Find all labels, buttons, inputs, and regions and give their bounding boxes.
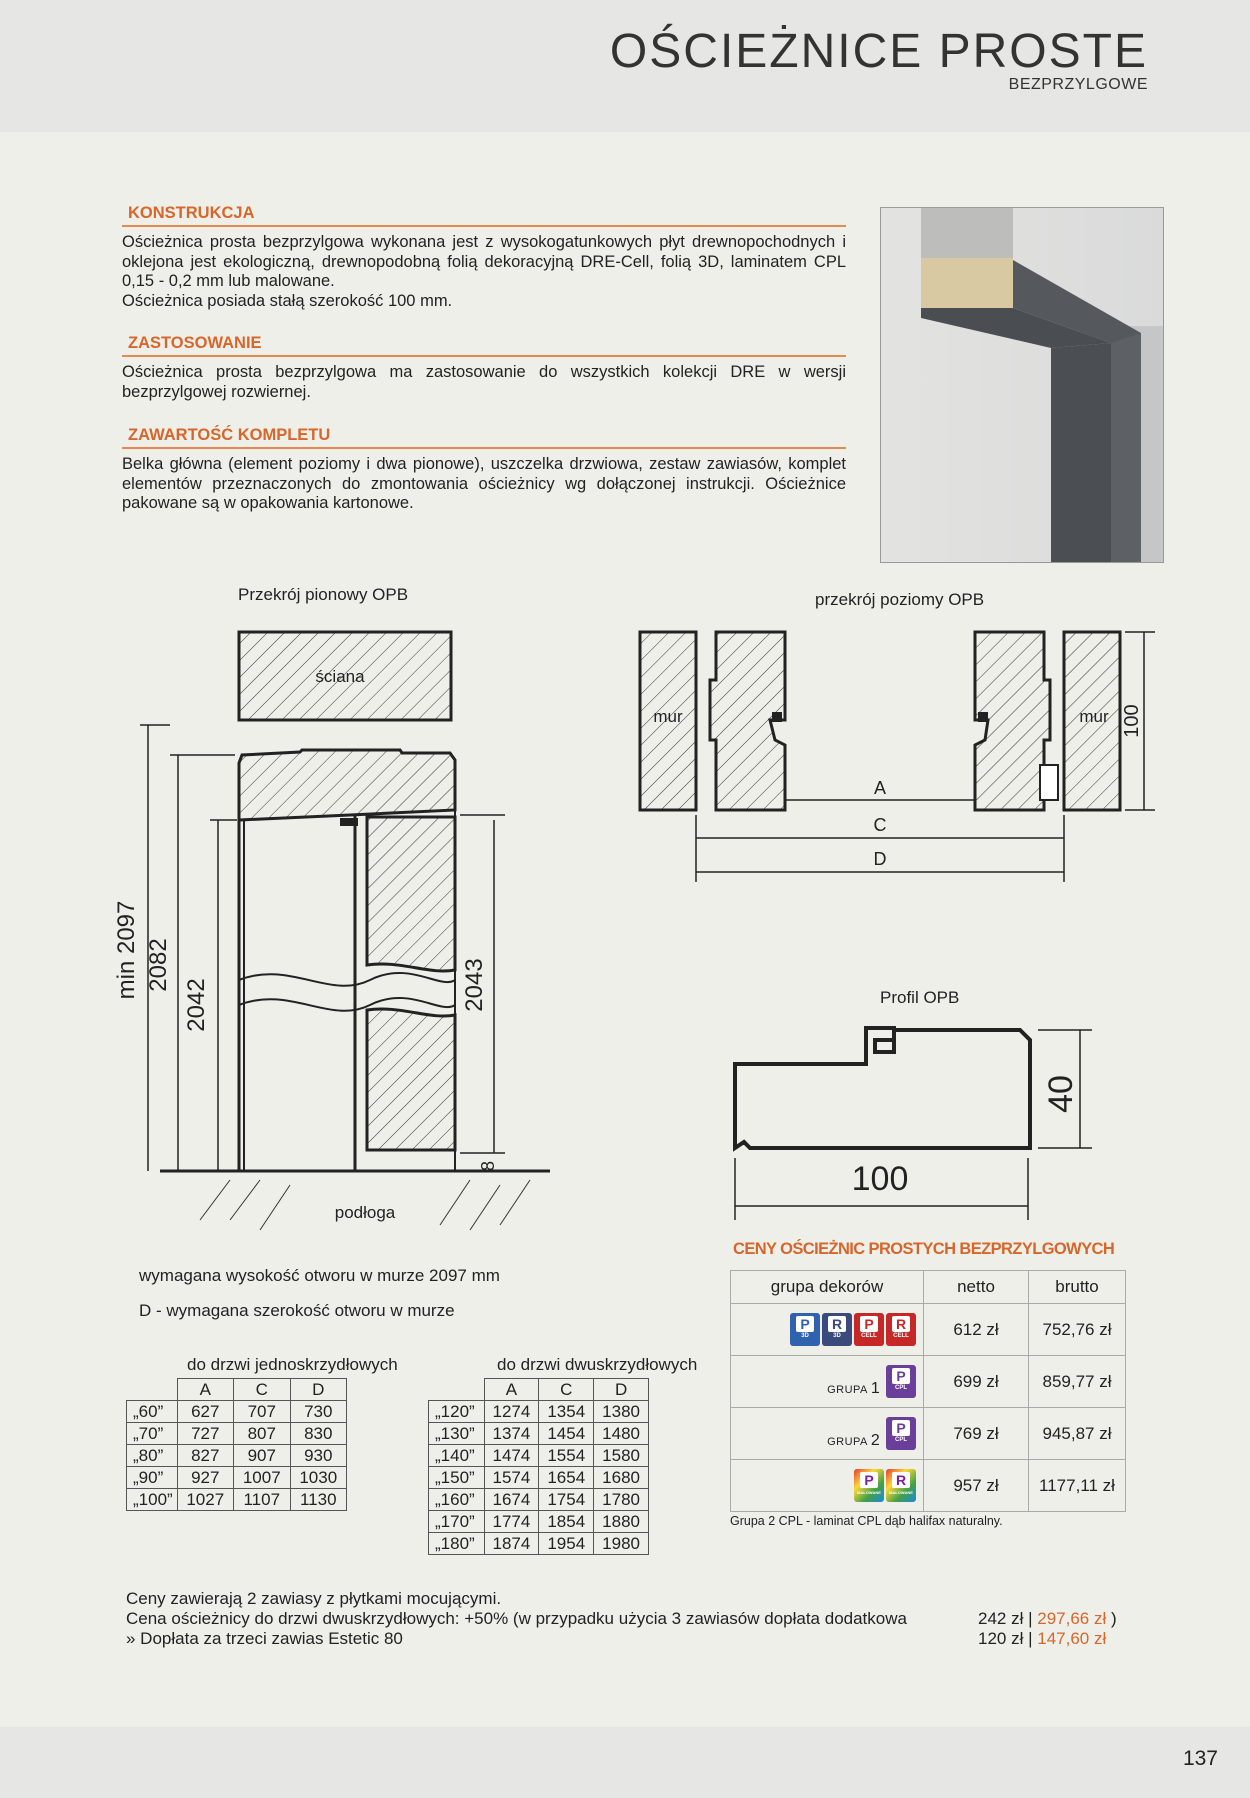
section-heading: ZASTOSOWANIE — [128, 334, 262, 352]
bottom-note-2: Cena ościeżnicy do drzwi dwuskrzydłowych: +50% (w przypadku użycia 3 zawiasów dopłata dodatkowa — [126, 1609, 907, 1628]
table-cell: 1107 — [234, 1489, 291, 1511]
table-row — [127, 1423, 347, 1445]
section-rule — [122, 447, 846, 449]
table-cell: 1774 — [484, 1511, 539, 1533]
section-text: Ościeżnica prosta bezprzylgowa ma zastosowanie do wszystkich kolekcji DRE w wersji bezprzylgowej rozwiernej. — [122, 363, 846, 401]
dim-100-profile: 100 — [851, 1160, 909, 1198]
dim-2043: 2043 — [461, 958, 488, 1012]
price-header-gross: brutto — [1029, 1271, 1126, 1304]
dim-2082: 2082 — [145, 938, 172, 992]
decor-painted — [731, 1460, 924, 1512]
table-header: D — [594, 1379, 649, 1401]
table-cell: 1754 — [539, 1489, 594, 1511]
decor-cpl-p-icon: P CPL — [886, 1365, 916, 1398]
profile-title: Profil OPB — [880, 988, 960, 1007]
single-table-caption: do drzwi jednoskrzydłowych — [187, 1355, 398, 1374]
table-cell: „140” — [429, 1445, 485, 1467]
table-cell: 1654 — [539, 1467, 594, 1489]
table-cell: 1454 — [539, 1423, 594, 1445]
price-gross: 859,77 zł — [1029, 1356, 1126, 1408]
price-row — [731, 1460, 1126, 1512]
table-row — [429, 1445, 649, 1467]
table-cell: 1380 — [594, 1401, 649, 1423]
decor-painted-p-icon: P MALOWANE — [854, 1469, 884, 1502]
section-rule — [122, 355, 846, 357]
group-label: GRUPA 1 — [827, 1380, 881, 1397]
decor-cell-r-icon: R CELL — [886, 1313, 916, 1346]
table-header: C — [539, 1379, 594, 1401]
dim-d: D — [873, 849, 887, 869]
section-zastosowanie — [122, 334, 846, 402]
surcharge-price-2: 242 zł | 297,66 zł ) — [978, 1609, 1117, 1628]
section-heading: ZAWARTOŚĆ KOMPLETU — [128, 426, 331, 444]
page-subtitle: BEZPRZYLGOWE — [1008, 76, 1148, 93]
required-width-note: D - wymagana szerokość otworu w murze — [139, 1301, 455, 1320]
footer-band — [0, 1727, 1250, 1798]
table-cell: 1274 — [484, 1401, 539, 1423]
decor-badges — [731, 1304, 924, 1356]
table-cell: 627 — [177, 1401, 234, 1423]
table-header: D — [290, 1379, 347, 1401]
table-cell: 1027 — [177, 1489, 234, 1511]
page-number: 137 — [1182, 1747, 1218, 1770]
floor-label: podłoga — [334, 1203, 396, 1222]
single-leaf-table — [126, 1378, 347, 1511]
table-header: C — [234, 1379, 291, 1401]
price-row — [731, 1408, 1126, 1460]
table-cell: „130” — [429, 1423, 485, 1445]
table-cell: „180” — [429, 1533, 485, 1555]
table-cell: „90” — [127, 1467, 178, 1489]
table-cell: 907 — [234, 1445, 291, 1467]
table-cell: 1480 — [594, 1423, 649, 1445]
required-height-note: wymagana wysokość otworu w murze 2097 mm — [139, 1266, 500, 1285]
price-footnote: Grupa 2 CPL - laminat CPL dąb halifax naturalny. — [730, 1514, 1003, 1528]
price-net: 699 zł — [924, 1356, 1029, 1408]
section-text: Ościeżnica prosta bezprzylgowa wykonana jest z wysokogatunkowych płyt drewnopochodnych i oklejona jest ekologiczną, drewnopodobną folią dekoracyjną DRE-Cell, folią 3D, laminatem CPL 0,15 - 0,2 mm lub malowane. — [122, 233, 846, 290]
table-cell: 807 — [234, 1423, 291, 1445]
price-header-group: grupa dekorów — [731, 1271, 924, 1304]
vertical-section-drawing — [110, 620, 560, 1240]
price-table — [730, 1270, 1126, 1512]
section-text: Belka główna (element poziomy i dwa pionowe), uszczelka drzwiowa, zestaw zawiasów, komplet elementów przeznaczonych do zmontowania ościeżnicy wg dołączonej instrukcji. Ościeżnice pakowane są w opakowania kartonowe. — [122, 455, 846, 512]
decor-painted-r-icon: R MALOWANE — [886, 1469, 916, 1502]
price-net: 769 zł — [924, 1408, 1029, 1460]
dim-8: 8 — [478, 1160, 498, 1172]
price-gross: 945,87 zł — [1029, 1408, 1126, 1460]
table-cell: 1880 — [594, 1511, 649, 1533]
wall-label: ściana — [315, 667, 365, 686]
decor-3d-r-icon: R 3D — [822, 1313, 852, 1346]
decor-3d-p-icon: P 3D — [790, 1313, 820, 1346]
section-heading: KONSTRUKCJA — [128, 204, 255, 222]
price-table-title: CENY OŚCIEŻNIC PROSTYCH BEZPRZYLGOWYCH — [733, 1240, 1115, 1258]
bottom-note-1: Ceny zawierają 2 zawiasy z płytkami mocującymi. — [126, 1589, 502, 1608]
table-cell: 1007 — [234, 1467, 291, 1489]
table-cell: 827 — [177, 1445, 234, 1467]
table-cell: 707 — [234, 1401, 291, 1423]
table-row — [127, 1489, 347, 1511]
table-cell: „100” — [127, 1489, 178, 1511]
table-row — [429, 1467, 649, 1489]
table-cell: 1580 — [594, 1445, 649, 1467]
table-row — [429, 1423, 649, 1445]
table-header: A — [484, 1379, 539, 1401]
table-header — [429, 1379, 485, 1401]
table-cell: „160” — [429, 1489, 485, 1511]
double-leaf-table — [428, 1378, 649, 1555]
table-cell: 1554 — [539, 1445, 594, 1467]
dim-min-2097: min 2097 — [113, 900, 140, 1000]
table-cell: „170” — [429, 1511, 485, 1533]
section-konstrukcja — [122, 204, 846, 311]
table-header-row — [429, 1379, 649, 1401]
page-title: OŚCIEŻNICE PROSTE — [609, 25, 1148, 78]
mur-left-label: mur — [653, 707, 683, 726]
table-cell: 1354 — [539, 1401, 594, 1423]
table-cell: 1980 — [594, 1533, 649, 1555]
price-gross: 1177,11 zł — [1029, 1460, 1126, 1512]
table-row — [127, 1445, 347, 1467]
price-header-net: netto — [924, 1271, 1029, 1304]
table-cell: 1954 — [539, 1533, 594, 1555]
table-row — [127, 1467, 347, 1489]
table-cell: 1574 — [484, 1467, 539, 1489]
vertical-section-title: Przekrój pionowy OPB — [238, 585, 409, 604]
table-cell: 1374 — [484, 1423, 539, 1445]
table-cell: 830 — [290, 1423, 347, 1445]
door-frame-image — [881, 208, 1163, 562]
table-header — [127, 1379, 178, 1401]
price-row — [731, 1304, 1126, 1356]
section-zawartosc — [122, 426, 846, 514]
decor-group-1 — [731, 1356, 924, 1408]
dim-40: 40 — [1042, 1075, 1080, 1113]
table-row — [127, 1401, 347, 1423]
horizontal-section-title: przekrój poziomy OPB — [815, 590, 985, 609]
table-cell: 1854 — [539, 1511, 594, 1533]
table-cell: 1874 — [484, 1533, 539, 1555]
table-cell: 1030 — [290, 1467, 347, 1489]
table-cell: „70” — [127, 1423, 178, 1445]
table-cell: „120” — [429, 1401, 485, 1423]
table-cell: 730 — [290, 1401, 347, 1423]
table-cell: 1780 — [594, 1489, 649, 1511]
decor-cpl-p-icon: P CPL — [886, 1417, 916, 1450]
section-text-2: Ościeżnica posiada stałą szerokość 100 mm. — [122, 291, 453, 310]
table-cell: „60” — [127, 1401, 178, 1423]
table-row — [429, 1489, 649, 1511]
table-cell: 927 — [177, 1467, 234, 1489]
table-cell: 1474 — [484, 1445, 539, 1467]
table-cell: 930 — [290, 1445, 347, 1467]
decor-cell-p-icon: P CELL — [854, 1313, 884, 1346]
surcharge-price-3: 120 zł | 147,60 zł — [978, 1629, 1107, 1648]
price-row — [731, 1356, 1126, 1408]
table-row — [429, 1533, 649, 1555]
profile-drawing — [720, 1010, 1120, 1220]
table-cell: 1130 — [290, 1489, 347, 1511]
table-cell: 727 — [177, 1423, 234, 1445]
table-cell: 1680 — [594, 1467, 649, 1489]
dim-a: A — [873, 778, 887, 798]
price-header-row — [731, 1271, 1126, 1304]
table-header-row — [127, 1379, 347, 1401]
table-row — [429, 1401, 649, 1423]
group-label: GRUPA 2 — [827, 1432, 881, 1449]
table-cell: „80” — [127, 1445, 178, 1467]
product-photo — [880, 207, 1164, 563]
decor-group-2 — [731, 1408, 924, 1460]
table-row — [429, 1511, 649, 1533]
bottom-note-3: » Dopłata za trzeci zawias Estetic 80 — [126, 1629, 403, 1648]
table-cell: „150” — [429, 1467, 485, 1489]
dim-100-horizontal: 100 — [1121, 704, 1143, 738]
mur-right-label: mur — [1079, 707, 1109, 726]
horizontal-section-drawing — [630, 620, 1170, 890]
section-rule — [122, 225, 846, 227]
price-gross: 752,76 zł — [1029, 1304, 1126, 1356]
dim-2042: 2042 — [183, 978, 210, 1032]
price-net: 612 zł — [924, 1304, 1029, 1356]
dim-c: C — [873, 815, 887, 835]
table-cell: 1674 — [484, 1489, 539, 1511]
price-net: 957 zł — [924, 1460, 1029, 1512]
table-header: A — [177, 1379, 234, 1401]
double-table-caption: do drzwi dwuskrzydłowych — [497, 1355, 698, 1374]
